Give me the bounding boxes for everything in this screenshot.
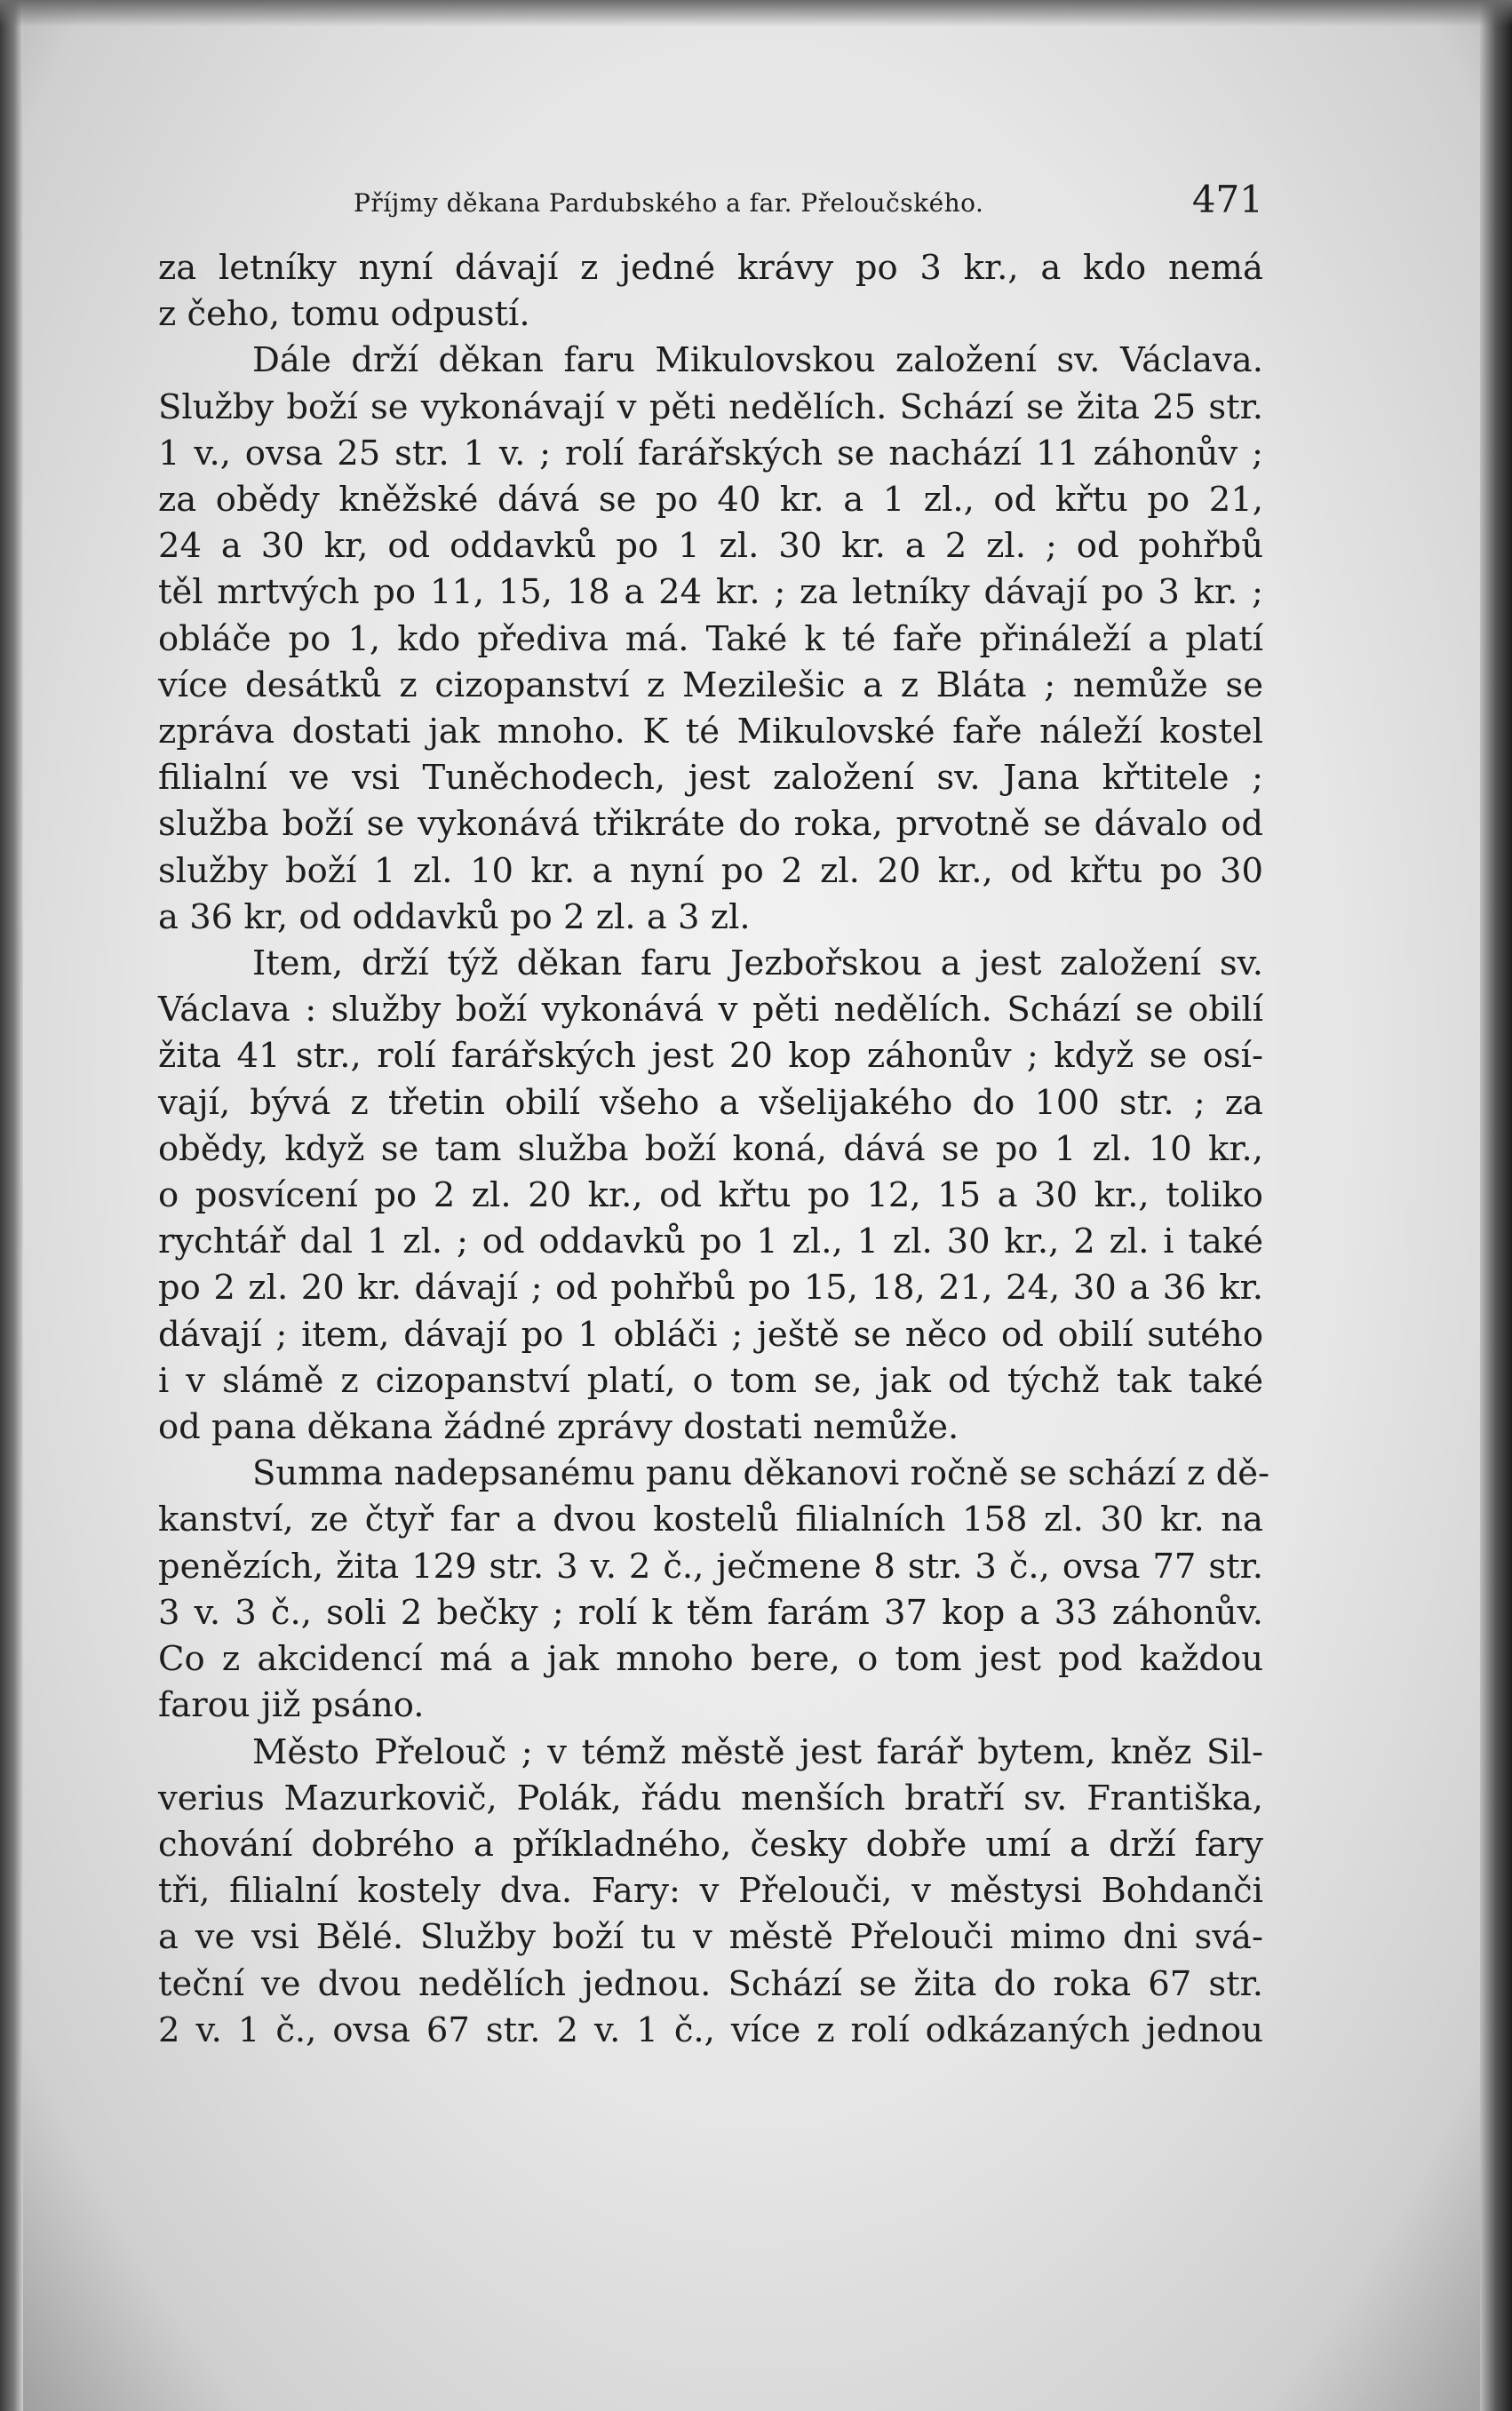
text-line: více desátků z cizopanství z Mezilešic a z Bláta ; nemůže se [158, 664, 1263, 705]
text-line: o posvícení po 2 zl. 20 kr., od křtu po 12, 15 a 30 kr., toliko [158, 1175, 1263, 1216]
text-line: Dále drží děkan faru Mikulovskou založení sv. Václava. [252, 340, 1263, 381]
text-line: 2 v. 1 č., ovsa 67 str. 2 v. 1 č., více z rolí odkázaných jednou [158, 2009, 1263, 2050]
page-edge-top [0, 0, 1512, 27]
book-page [158, 178, 1270, 2054]
text-line: a 36 kr, od oddavků po 2 zl. a 3 zl. [158, 896, 751, 937]
text-line: Co z akcidencí má a jak mnoho bere, o tom jest pod každou [158, 1639, 1263, 1680]
text-line: za obědy kněžské dává se po 40 kr. a 1 zl., od křtu po 21, [158, 480, 1263, 521]
page-edge-left [0, 0, 23, 2411]
text-line: filialní ve vsi Tuněchodech, jest založení sv. Jana křtitele ; [158, 758, 1263, 799]
text-line: 3 v. 3 č., soli 2 bečky ; rolí k těm farám 37 kop a 33 záhonův. [158, 1592, 1263, 1633]
text-line: teční ve dvou nedělích jednou. Schází se žita do roka 67 str. [158, 1963, 1263, 2004]
page-header [158, 178, 1263, 240]
text-line: po 2 zl. 20 kr. dávají ; od pohřbů po 15, 18, 21, 24, 30 a 36 kr. [158, 1268, 1263, 1309]
text-line: Město Přelouč ; v témž městě jest farář bytem, kněz Sil- [252, 1731, 1263, 1772]
running-head: Příjmy děkana Pardubského a far. Přeloučského. [354, 188, 984, 218]
text-line: zpráva dostati jak mnoho. K té Mikulovské faře náleží kostel [158, 712, 1263, 752]
text-line: i v slámě z cizopanství platí, o tom se, jak od týchž tak také [158, 1360, 1263, 1401]
text-line: služba boží se vykonává třikráte do roka, prvotně se dávalo od [158, 804, 1263, 845]
text-line: od pana děkana žádné zprávy dostati nemůže. [158, 1407, 959, 1448]
text-line: chování dobrého a příkladného, česky dobře umí a drží fary [158, 1824, 1263, 1865]
text-line: Item, drží týž děkan faru Jezbořskou a jest založení sv. [252, 943, 1263, 984]
text-line: obláče po 1, kdo přediva má. Také k té faře přináleží a platí [158, 618, 1263, 659]
text-line: tři, filialní kostely dva. Fary: v Přelouči, v městysi Bohdanči [158, 1871, 1263, 1912]
text-line: vají, bývá z třetin obilí všeho a všelijakého do 100 str. ; za [158, 1082, 1263, 1123]
text-line: těl mrtvých po 11, 15, 18 a 24 kr. ; za letníky dávají po 3 kr. ; [158, 572, 1263, 613]
text-line: služby boží 1 zl. 10 kr. a nyní po 2 zl. 20 kr., od křtu po 30 [158, 850, 1263, 891]
text-line: a ve vsi Bělé. Služby boží tu v městě Přelouči mimo dni svá- [158, 1917, 1263, 1958]
text-line: kanství, ze čtyř far a dvou kostelů filialních 158 zl. 30 kr. na [158, 1500, 1263, 1540]
text-line: žita 41 str., rolí farářských jest 20 kop záhonův ; když se osí- [158, 1036, 1263, 1077]
text-line: obědy, když se tam služba boží koná, dává se po 1 zl. 10 kr., [158, 1128, 1263, 1169]
text-line: 24 a 30 kr, od oddavků po 1 zl. 30 kr. a 2 zl. ; od pohřbů [158, 526, 1263, 567]
text-line: rychtář dal 1 zl. ; od oddavků po 1 zl., 1 zl. 30 kr., 2 zl. i také [158, 1221, 1263, 1262]
page-number: 471 [1191, 178, 1263, 221]
page-edge-right [1480, 0, 1512, 2411]
text-line: Václava : služby boží vykonává v pěti nedělích. Schází se obilí [158, 990, 1263, 1030]
body-text [158, 245, 1270, 2054]
text-line: za letníky nyní dávají z jedné krávy po 3 kr., a kdo nemá [158, 248, 1263, 288]
text-line: Summa nadepsanému panu děkanovi ročně se schází z dě- [252, 1453, 1270, 1494]
text-line: farou již psáno. [158, 1685, 425, 1726]
text-line: z čeho, tomu odpustí. [158, 294, 530, 335]
text-line: penězích, žita 129 str. 3 v. 2 č., ječmene 8 str. 3 č., ovsa 77 str. [158, 1546, 1263, 1587]
text-line: Služby boží se vykonávají v pěti nedělích. Schází se žita 25 str. [158, 386, 1263, 427]
text-line: dávají ; item, dávají po 1 obláči ; ještě se něco od obilí sutého [158, 1314, 1263, 1355]
text-line: 1 v., ovsa 25 str. 1 v. ; rolí farářských se nachází 11 záhonův ; [158, 433, 1263, 473]
text-line: verius Mazurkovič, Polák, řádu menších bratří sv. Františka, [158, 1778, 1263, 1818]
